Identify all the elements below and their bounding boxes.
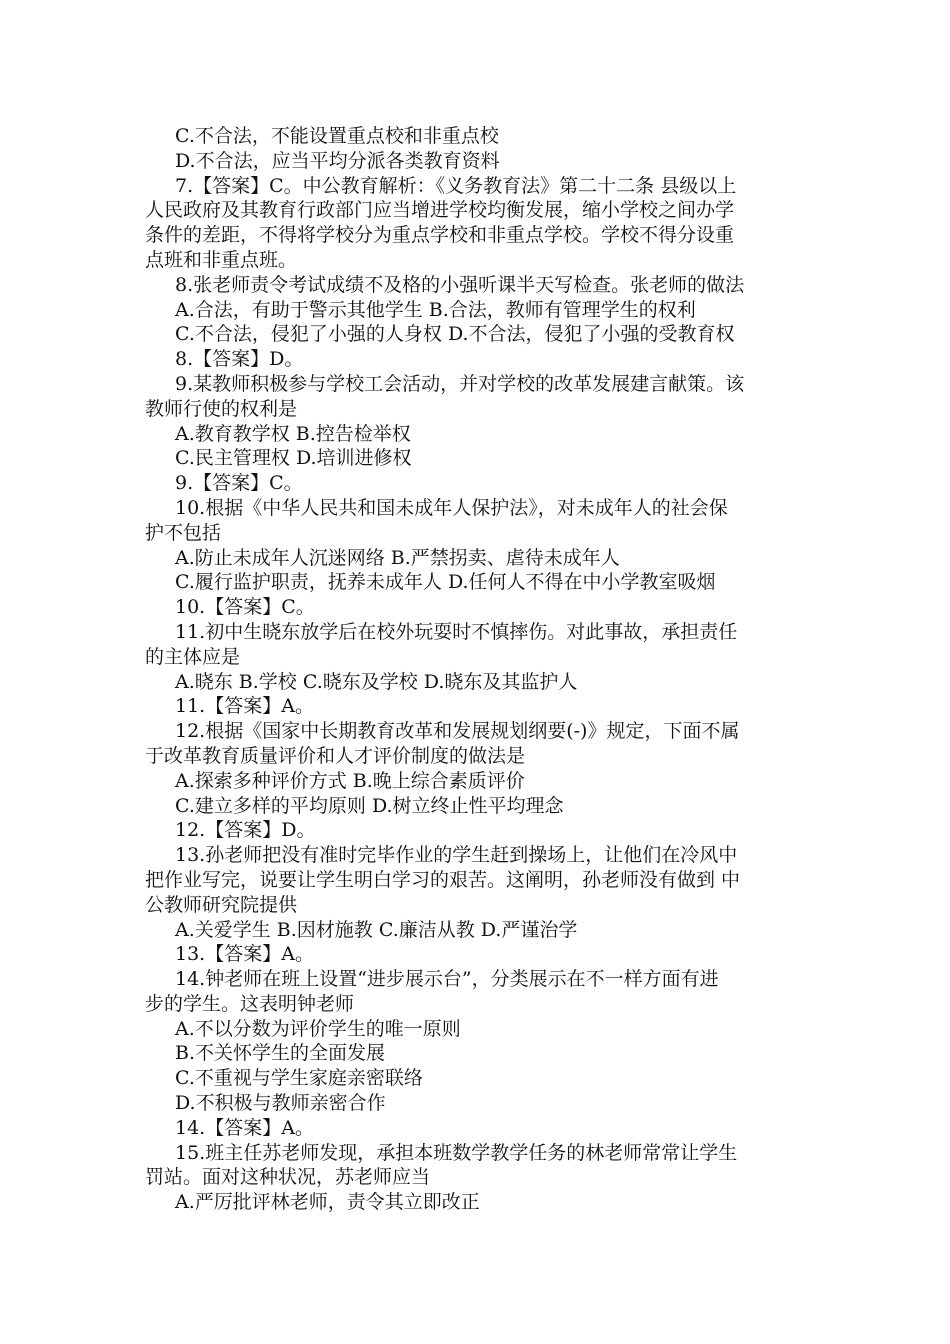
text-line: 于改革教育质量评价和人才评价制度的做法是 [145, 744, 526, 767]
text-line: A.严厉批评林老师，责令其立即改正 [175, 1191, 480, 1214]
text-line: 7.【答案】C。中公教育解析：《义务教育法》第二十二条 县级以上 [175, 174, 737, 197]
text-line: B.不关怀学生的全面发展 [175, 1042, 386, 1065]
text-line: A.不以分数为评价学生的唯一原则 [175, 1017, 461, 1040]
text-line: 9.某教师积极参与学校工会活动，并对学校的改革发展建言献策。该 [175, 372, 745, 395]
text-line: 10.根据《中华人民共和国未成年人保护法》，对未成年人的社会保 [175, 496, 728, 519]
document-body [145, 124, 805, 1215]
text-line: C.不重视与学生家庭亲密联络 [175, 1067, 423, 1090]
text-line: 12.【答案】D。 [175, 819, 316, 842]
text-line: A.晓东 B.学校 C.晓东及学校 D.晓东及其监护人 [175, 670, 578, 693]
text-line: 人民政府及其教育行政部门应当增进学校均衡发展，缩小学校之间办学 [145, 199, 735, 222]
text-line: A.合法，有助于警示其他学生 B.合法，教师有管理学生的权利 [175, 298, 696, 321]
text-line: A.防止未成年人沉迷网络 B.严禁拐卖、虐待未成年人 [175, 546, 620, 569]
text-line: 13.孙老师把没有准时完毕作业的学生赶到操场上，让他们在冷风中 [175, 844, 738, 867]
text-line: 14.钟老师在班上设置“进步展示台”，分类展示在不一样方面有进 [175, 968, 719, 991]
text-line: 14.【答案】A。 [175, 1116, 314, 1139]
text-line: 教师行使的权利是 [145, 397, 298, 420]
text-line: 把作业写完，说要让学生明白学习的艰苦。这阐明，孙老师没有做到 中 [145, 868, 741, 891]
text-line: 9.【答案】C。 [175, 472, 303, 495]
text-line: D.不积极与教师亲密合作 [175, 1092, 386, 1115]
text-line: 8.【答案】D。 [175, 348, 304, 371]
text-line: 15.班主任苏老师发现，承担本班数学教学任务的林老师常常让学生 [175, 1141, 738, 1164]
text-line: 10.【答案】C。 [175, 596, 315, 619]
text-line: 公教师研究院提供 [145, 893, 298, 916]
text-line: 护不包括 [145, 521, 222, 544]
text-line: C.不合法，不能设置重点校和非重点校 [175, 125, 499, 147]
text-line: 11.初中生晓东放学后在校外玩耍时不慎摔伤。对此事故，承担责任 [175, 620, 738, 643]
text-line: 12.根据《国家中长期教育改革和发展规划纲要(-)》规定，下面不属 [175, 720, 740, 743]
text-line: 条件的差距，不得将学校分为重点学校和非重点学校。学校不得分设重 [145, 224, 735, 247]
text-line: C.建立多样的平均原则 D.树立终止性平均理念 [175, 794, 564, 817]
text-line: 的主体应是 [145, 645, 241, 668]
text-line: A.探索多种评价方式 B.晚上综合素质评价 [175, 769, 525, 792]
text-line: 罚站。面对这种状况，苏老师应当 [145, 1166, 431, 1189]
text-line: 点班和非重点班。 [145, 248, 298, 271]
text-line: 13.【答案】A。 [175, 943, 314, 966]
text-line: A.教育教学权 B.控告检举权 [175, 422, 411, 445]
text-line: 11.【答案】A。 [175, 695, 314, 718]
text-line: C.履行监护职责，抚养未成年人 D.任何人不得在中小学教室吸烟 [175, 571, 716, 594]
text-line: D.不合法，应当平均分派各类教育资料 [175, 149, 500, 172]
text-line: 步的学生。这表明钟老师 [145, 992, 355, 1015]
text-line: A.关爱学生 B.因材施教 C.廉洁从教 D.严谨治学 [175, 918, 578, 941]
text-line: C.不合法，侵犯了小强的人身权 D.不合法，侵犯了小强的受教育权 [175, 323, 735, 346]
text-line: C.民主管理权 D.培训进修权 [175, 447, 412, 470]
text-line: 8.张老师责令考试成绩不及格的小强听课半天写检查。张老师的做法 [175, 273, 745, 296]
